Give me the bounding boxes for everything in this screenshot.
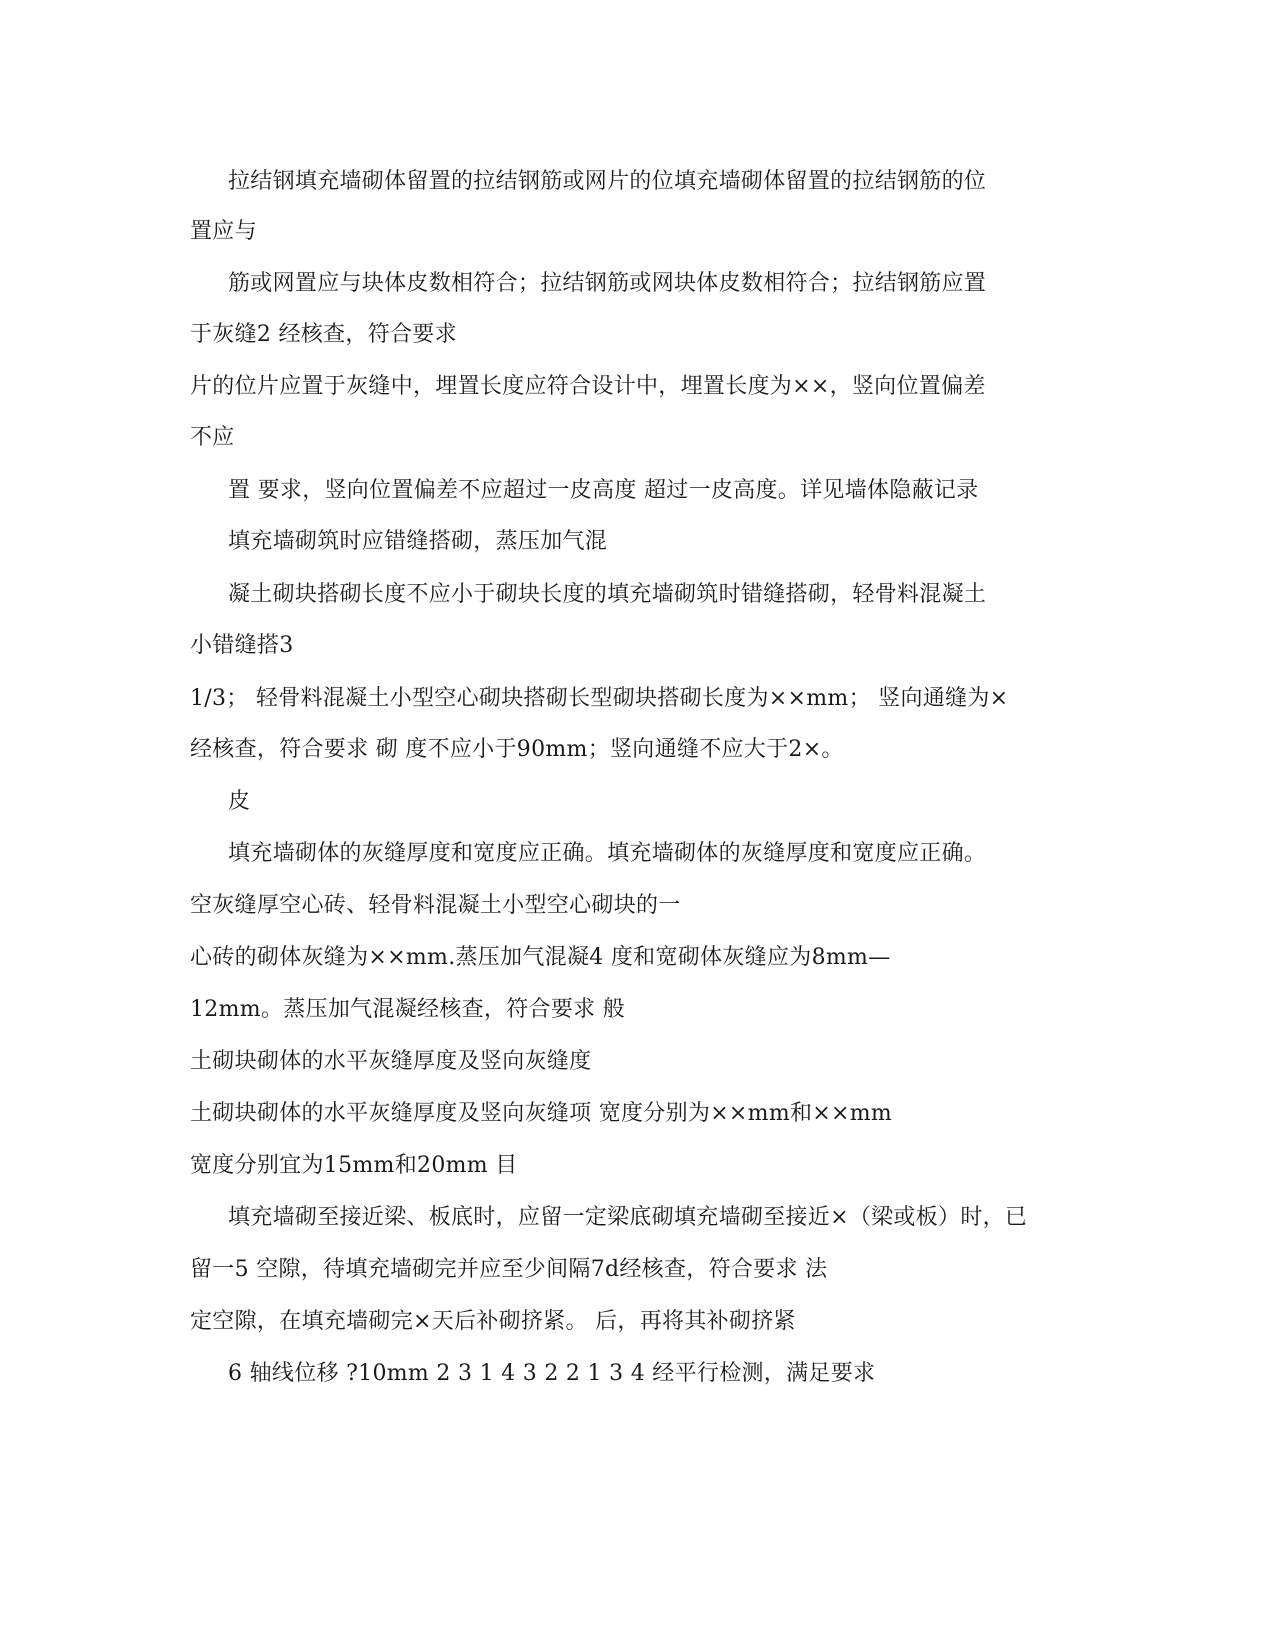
text-line-14: 填充墙砌体的灰缝厚度和宽度应正确。填充墙砌体的灰缝厚度和宽度应正确。 — [228, 841, 987, 866]
text-line-8: 填充墙砌筑时应错缝搭砌，蒸压加气混 — [228, 529, 608, 554]
text-line-4: 于灰缝2 经核查，符合要求 — [190, 322, 457, 347]
text-line-24: 6 轴线位移 ?10mm 2 3 1 4 3 2 2 1 3 4 经平行检测，满足要求 — [228, 1361, 876, 1386]
text-line-16: 心砖的砌体灰缝为××mm.蒸压加气混凝4 度和宽砌体灰缝应为8mm— — [190, 945, 891, 970]
text-line-23: 定空隙，在填充墙砌完×天后补砌挤紧。 后，再将其补砌挤紧 — [190, 1309, 796, 1334]
text-line-2: 置应与 — [190, 219, 257, 244]
text-line-21: 填充墙砌至接近梁、板底时，应留一定梁底砌填充墙砌至接近×（梁或板）时，已 — [228, 1205, 1028, 1230]
text-line-6: 不应 — [190, 425, 235, 450]
text-line-22: 留一5 空隙，待填充墙砌完并应至少间隔7d经核查，符合要求 法 — [190, 1257, 828, 1282]
text-line-5: 片的位片应置于灰缝中，埋置长度应符合设计中，埋置长度为××，竖向位置偏差 — [190, 374, 986, 399]
text-line-17: 12mm。蒸压加气混凝经核查，符合要求 般 — [190, 997, 626, 1022]
text-line-7: 置 要求，竖向位置偏差不应超过一皮高度 超过一皮高度。详见墙体隐蔽记录 — [228, 478, 979, 503]
text-line-20: 宽度分别宜为15mm和20mm 目 — [190, 1153, 518, 1178]
text-line-3: 筋或网置应与块体皮数相符合；拉结钢筋或网块体皮数相符合；拉结钢筋应置 — [228, 271, 987, 296]
text-line-11: 1/3； 轻骨料混凝土小型空心砌块搭砌长型砌块搭砌长度为××mm； 竖向通缝为× — [190, 686, 1009, 711]
text-line-1: 拉结钢填充墙砌体留置的拉结钢筋或网片的位填充墙砌体留置的拉结钢筋的位 — [228, 169, 987, 194]
text-line-9: 凝土砌块搭砌长度不应小于砌块长度的填充墙砌筑时错缝搭砌，轻骨料混凝土 — [228, 582, 987, 607]
text-line-10: 小错缝搭3 — [190, 633, 294, 658]
text-line-12: 经核查，符合要求 砌 度不应小于90mm；竖向通缝不应大于2×。 — [190, 737, 844, 762]
text-line-13: 皮 — [228, 789, 251, 814]
text-line-19: 土砌块砌体的水平灰缝厚度及竖向灰缝项 宽度分别为××mm和××mm — [190, 1101, 893, 1126]
text-line-18: 土砌块砌体的水平灰缝厚度及竖向灰缝度 — [190, 1049, 592, 1074]
text-line-15: 空灰缝厚空心砖、轻骨料混凝土小型空心砌块的一 — [190, 893, 681, 918]
